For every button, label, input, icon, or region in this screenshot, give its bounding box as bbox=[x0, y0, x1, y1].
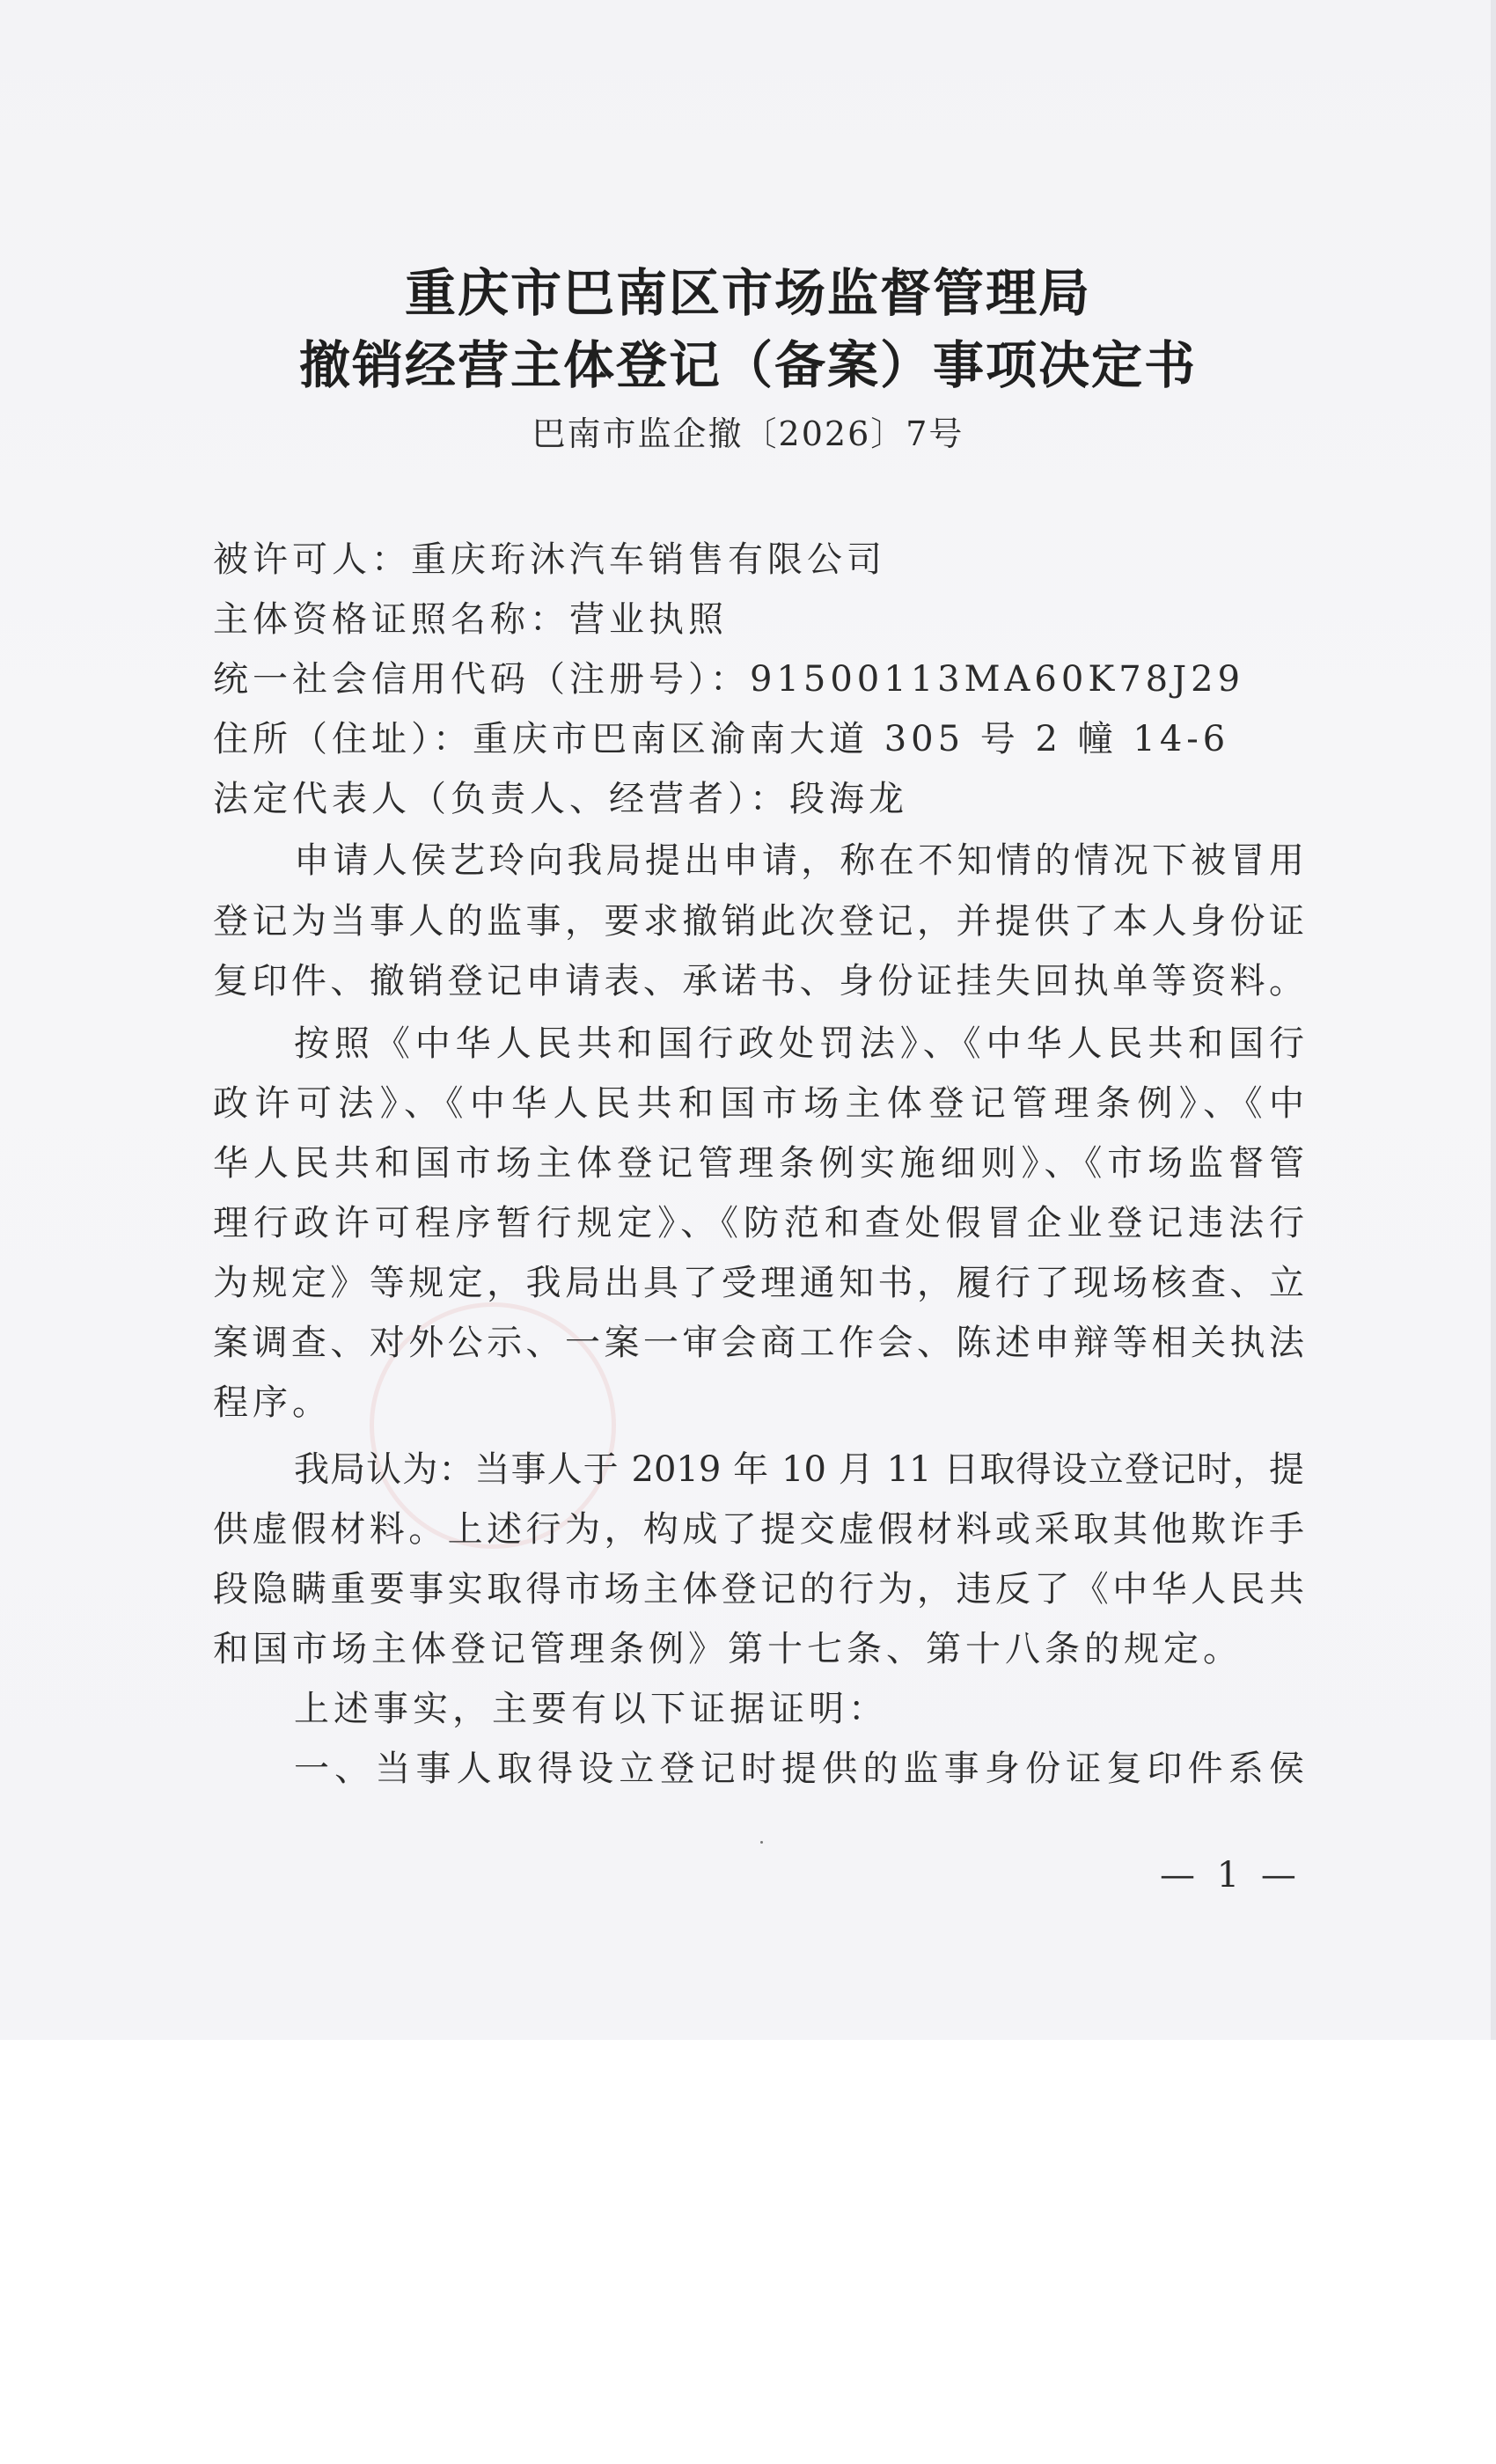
page-number: — 1 — bbox=[1160, 1855, 1302, 1896]
paragraph-line: 政许可法》、《中华人民共和国市场主体登记管理条例》、《中 bbox=[213, 1083, 1304, 1124]
field-license-name: 主体资格证照名称：营业执照 bbox=[213, 599, 728, 640]
document-number: 巴南市监企撤〔2026〕7号 bbox=[532, 414, 964, 453]
paragraph-line: 登记为当事人的监事，要求撤销此次登记，并提供了本人身份证 bbox=[213, 901, 1304, 942]
paragraph-line: 段隐瞒重要事实取得市场主体登记的行为，违反了《中华人民共 bbox=[213, 1569, 1304, 1610]
field-legal-representative: 法定代表人（负责人、经营者）：段海龙 bbox=[213, 779, 908, 819]
paragraph-line: 供虚假材料。上述行为，构成了提交虚假材料或采取其他欺诈手 bbox=[213, 1509, 1304, 1550]
paragraph-line: 理行政许可程序暂行规定》、《防范和查处假冒企业登记违法行 bbox=[213, 1203, 1304, 1243]
scan-speck bbox=[760, 1841, 763, 1844]
title-line-2: 撤销经营主体登记（备案）事项决定书 bbox=[298, 335, 1197, 395]
paragraph-line: 复印件、撤销登记申请表、承诺书、身份证挂失回执单等资料。 bbox=[213, 961, 1304, 1001]
field-licensee: 被许可人：重庆珩沐汽车销售有限公司 bbox=[213, 539, 886, 580]
paragraph-line: 案调查、对外公示、一案一审会商工作会、陈述申辩等相关执法 bbox=[213, 1323, 1304, 1363]
paragraph-line: 华人民共和国市场主体登记管理条例实施细则》、《市场监督管 bbox=[213, 1143, 1304, 1184]
title-line-1: 重庆市巴南区市场监督管理局 bbox=[404, 263, 1091, 323]
paragraph-line: 申请人侯艺玲向我局提出申请，称在不知情的情况下被冒用 bbox=[294, 840, 1304, 881]
paragraph-line: 上述事实，主要有以下证据证明： bbox=[294, 1689, 888, 1729]
field-credit-code: 统一社会信用代码（注册号）：91500113MA60K78J29 bbox=[213, 659, 1245, 700]
paragraph-line: 为规定》等规定，我局出具了受理通知书，履行了现场核查、立 bbox=[213, 1263, 1304, 1303]
paragraph-line: 按照《中华人民共和国行政处罚法》、《中华人民共和国行 bbox=[294, 1023, 1304, 1064]
field-address: 住所（住址）：重庆市巴南区渝南大道 305 号 2 幢 14-6 bbox=[213, 719, 1230, 759]
paragraph-line: 一、当事人取得设立登记时提供的监事身份证复印件系侯 bbox=[294, 1749, 1304, 1789]
paragraph-line: 程序。 bbox=[213, 1382, 332, 1423]
paragraph-line: 和国市场主体登记管理条例》第十七条、第十八条的规定。 bbox=[213, 1629, 1243, 1669]
paragraph-line: 我局认为：当事人于 2019 年 10 月 11 日取得设立登记时，提 bbox=[294, 1449, 1304, 1490]
